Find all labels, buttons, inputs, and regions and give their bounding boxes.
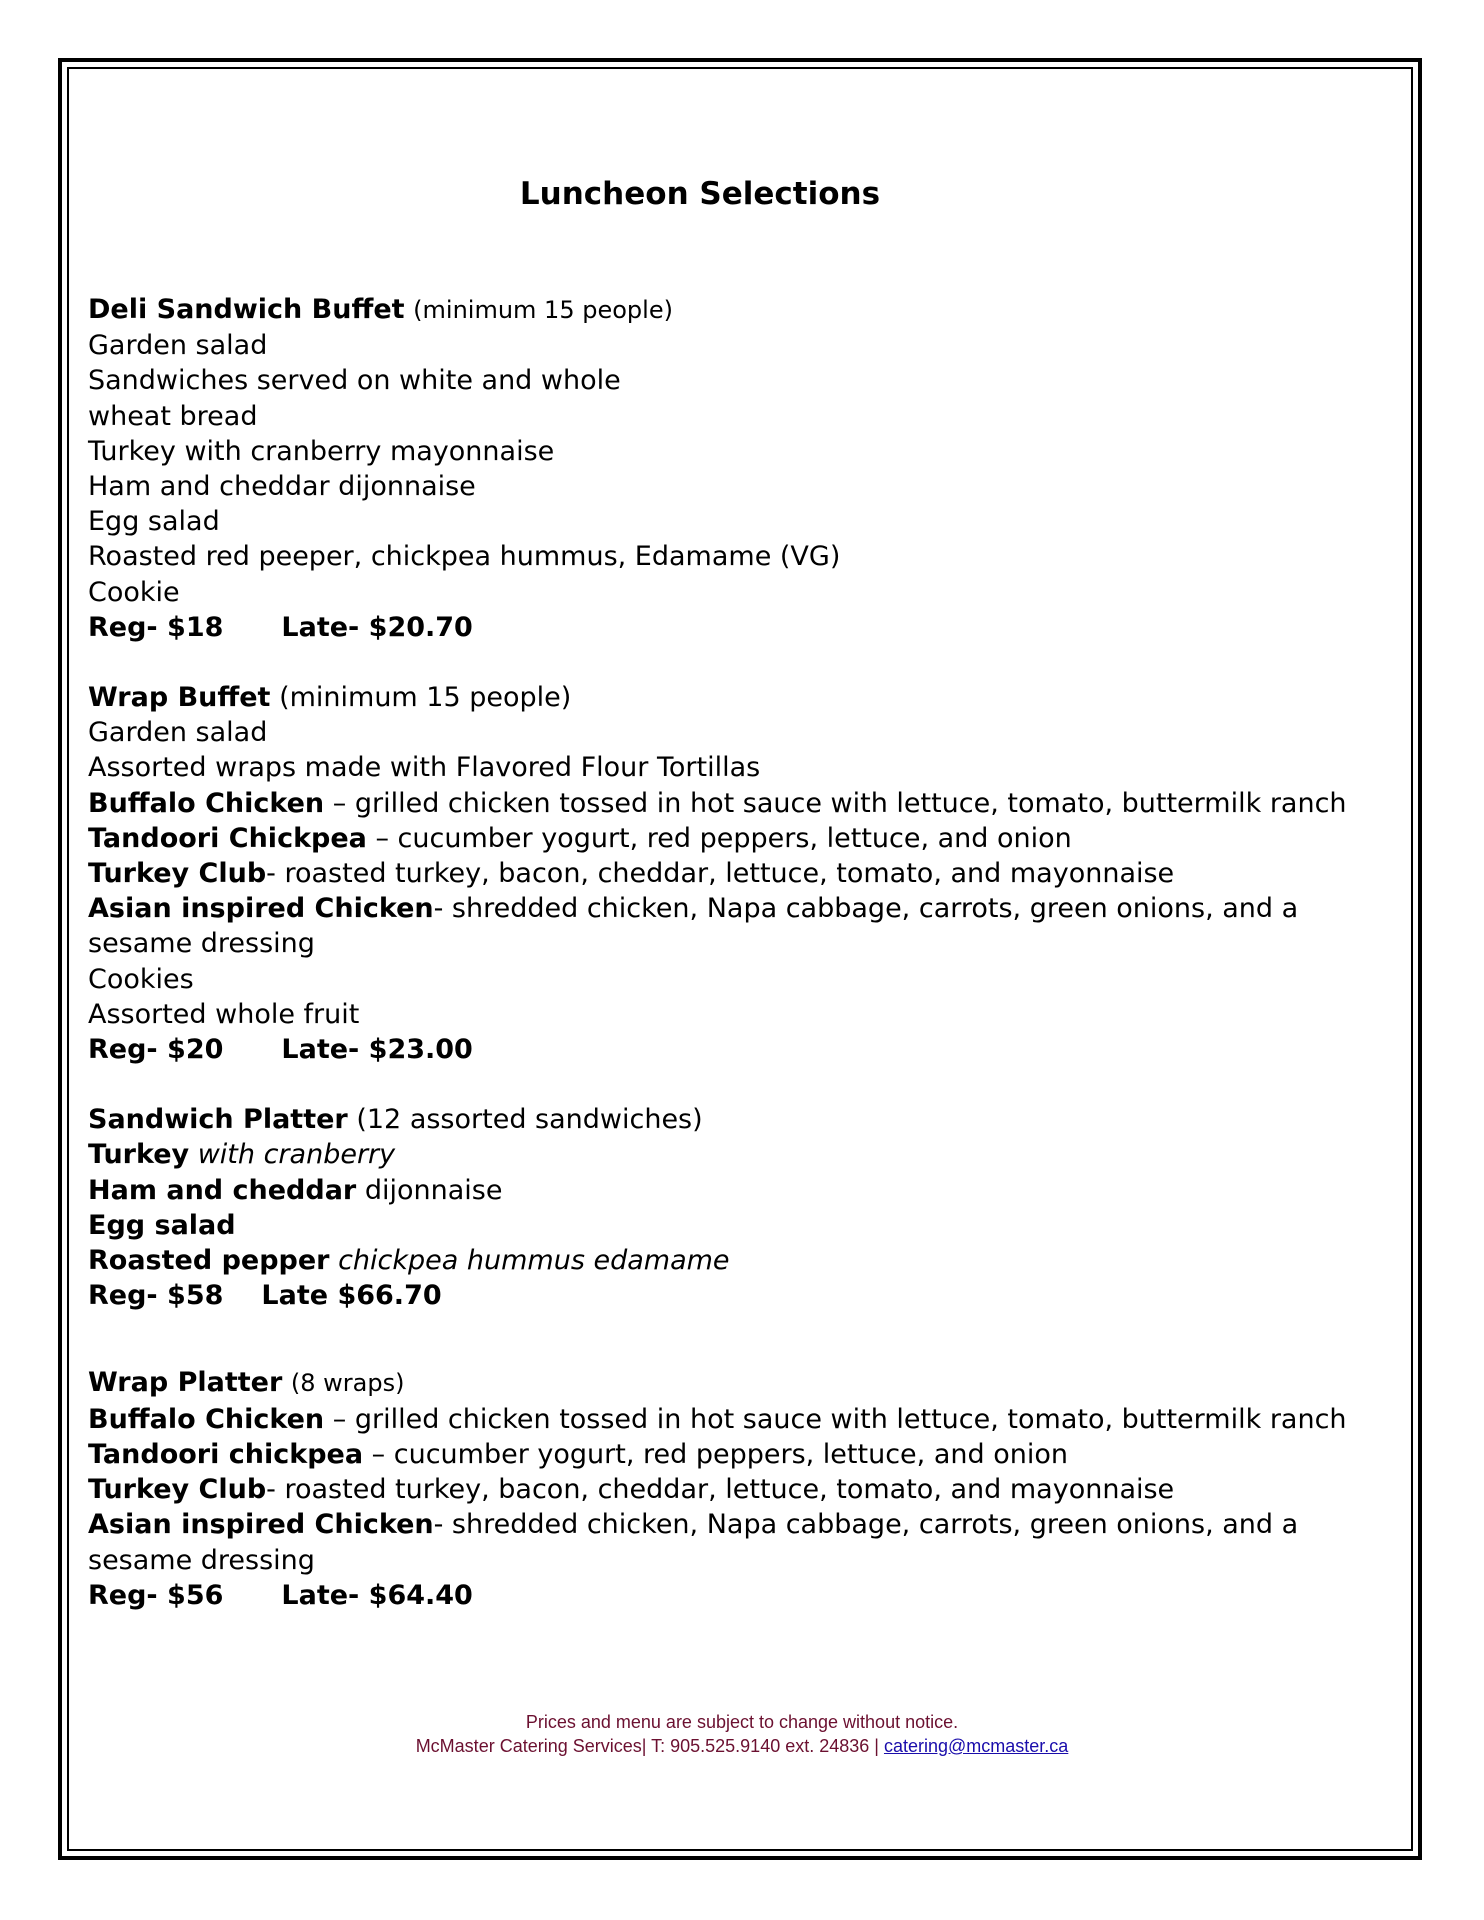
item-name: Asian inspired Chicken <box>88 893 434 925</box>
item-desc: – grilled chicken tossed in hot sauce with lettuce, tomato, buttermilk ranch <box>324 1403 1347 1435</box>
item-name: Turkey Club <box>88 858 267 890</box>
footer-notice: Prices and menu are subject to change without notice. <box>525 1712 959 1732</box>
page-title: Luncheon Selections <box>519 176 881 212</box>
list-item: Cookies <box>88 963 194 995</box>
list-item <box>88 786 1358 821</box>
section-name: Sandwich Platter <box>88 1104 348 1136</box>
item-desc: – cucumber yogurt, red peppers, lettuce, and onion <box>366 822 1072 854</box>
item-name: Buffalo Chicken <box>88 1403 325 1435</box>
item-desc: dijonnaise <box>356 1174 503 1206</box>
section-note: (minimum 15 people) <box>279 682 572 714</box>
item-name: Turkey Club <box>88 1474 267 1506</box>
list-item: Egg salad <box>88 506 220 538</box>
item-desc: - shredded chicken, Napa cabbage, carrots, green onions, and a sesame dressing <box>88 1509 1299 1576</box>
list-item: Cookie <box>88 576 180 608</box>
list-item <box>88 1507 1358 1577</box>
regular-price: Reg- $20 <box>88 1034 224 1066</box>
price-line <box>88 610 1358 645</box>
item-name: Asian inspired Chicken <box>88 1509 434 1541</box>
list-item: Garden salad <box>88 330 268 362</box>
email-link[interactable]: catering@mcmaster.ca <box>883 1736 1069 1756</box>
section-heading-deli <box>88 292 1358 328</box>
price-line <box>88 1278 1358 1313</box>
list-item: Assorted whole fruit <box>88 998 360 1030</box>
list-item: wheat bread <box>88 400 258 432</box>
item-desc: – cucumber yogurt, red peppers, lettuce, and onion <box>363 1438 1068 1470</box>
list-item: Sandwiches served on white and whole <box>88 365 621 397</box>
section-heading-wrap-platter <box>88 1365 1358 1401</box>
list-item: Assorted wraps made with Flavored Flour Tortillas <box>88 752 761 784</box>
list-item <box>88 1208 1358 1243</box>
regular-price: Reg- $58 <box>88 1280 224 1312</box>
item-name: Egg salad <box>88 1209 236 1241</box>
item-name: Buffalo Chicken <box>88 787 325 819</box>
item-desc: – grilled chicken tossed in hot sauce with lettuce, tomato, buttermilk ranch <box>324 787 1347 819</box>
item-name: Tandoori Chickpea <box>88 822 367 854</box>
section-note: (8 wraps) <box>290 1369 405 1398</box>
late-price: Late $66.70 <box>261 1280 442 1312</box>
menu-content <box>88 292 1358 1613</box>
section-heading-sandwich-platter <box>88 1102 1358 1137</box>
regular-price: Reg- $56 <box>88 1579 224 1611</box>
item-desc: chickpea hummus edamame <box>329 1245 730 1277</box>
list-item <box>88 1243 1358 1278</box>
list-item <box>88 1402 1358 1437</box>
footer-contact <box>0 1734 1484 1758</box>
item-desc: - roasted turkey, bacon, cheddar, lettuce, tomato, and mayonnaise <box>266 858 1175 890</box>
section-note: (12 assorted sandwiches) <box>356 1104 703 1136</box>
late-price: Late- $23.00 <box>281 1034 473 1066</box>
item-name: Turkey <box>88 1139 190 1171</box>
section-name: Deli Sandwich Buffet <box>88 294 405 325</box>
section-heading-wrap-buffet <box>88 680 1358 715</box>
section-name: Wrap Platter <box>88 1367 283 1399</box>
list-item <box>88 821 1358 856</box>
price-line <box>88 1032 1358 1067</box>
item-desc: - roasted turkey, bacon, cheddar, lettuce, tomato, and mayonnaise <box>266 1474 1175 1506</box>
list-item <box>88 891 1358 961</box>
list-item <box>88 1472 1358 1507</box>
list-item <box>88 1173 1358 1208</box>
footer <box>0 1710 1484 1758</box>
late-price: Late- $64.40 <box>281 1579 473 1611</box>
list-item <box>88 1137 1358 1172</box>
section-name: Wrap Buffet <box>88 682 271 714</box>
regular-price: Reg- $18 <box>88 611 224 643</box>
contact-info: McMaster Catering Services| T: 905.525.9140 ext. 24836 | <box>415 1736 884 1756</box>
item-name: Tandoori chickpea <box>88 1438 364 1470</box>
item-desc: with cranberry <box>189 1139 396 1171</box>
list-item <box>88 1437 1358 1472</box>
list-item: Ham and cheddar dijonnaise <box>88 471 476 503</box>
item-name: Roasted pepper <box>88 1245 330 1277</box>
list-item: Roasted red peeper, chickpea hummus, Edamame (VG) <box>88 541 841 573</box>
list-item: Turkey with cranberry mayonnaise <box>88 435 555 467</box>
late-price: Late- $20.70 <box>281 611 473 643</box>
item-name: Ham and cheddar <box>88 1174 357 1206</box>
list-item: Garden salad <box>88 717 268 749</box>
item-desc: - shredded chicken, Napa cabbage, carrots, green onions, and a sesame dressing <box>88 893 1299 960</box>
list-item <box>88 856 1358 891</box>
section-note: (minimum 15 people) <box>413 296 673 324</box>
price-line <box>88 1578 1358 1613</box>
